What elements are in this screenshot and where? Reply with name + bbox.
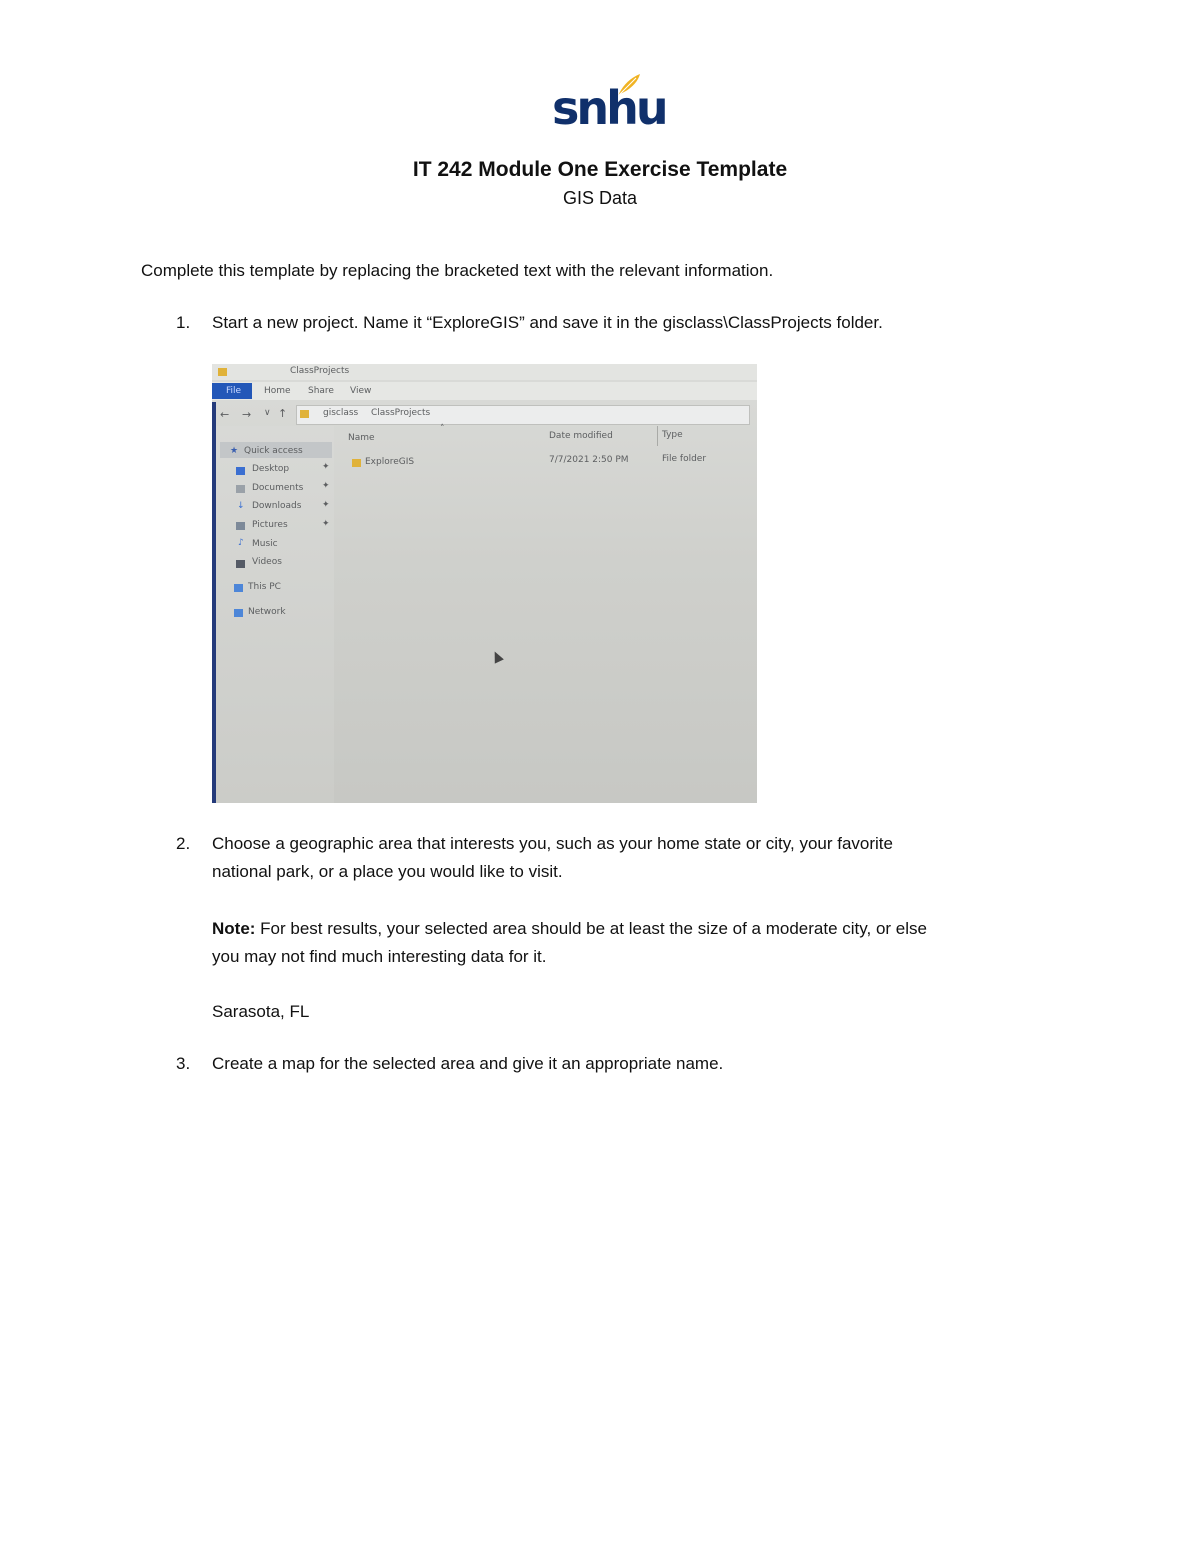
explorer-address-bar[interactable]: [296, 405, 750, 425]
downloads-icon: ↓: [237, 501, 245, 511]
page-title: IT 242 Module One Exercise Template: [412, 158, 788, 181]
column-header-name[interactable]: Name: [348, 433, 375, 443]
breadcrumb-classprojects[interactable]: ClassProjects: [371, 408, 431, 418]
row-folder-icon: [352, 459, 361, 467]
row-type: File folder: [662, 454, 707, 464]
nav-pictures[interactable]: Pictures: [252, 520, 288, 530]
chevron-down-icon[interactable]: ∨: [264, 408, 271, 418]
forward-arrow-icon[interactable]: →: [242, 408, 252, 421]
nav-this-pc[interactable]: This PC: [248, 582, 281, 592]
this-pc-icon: [234, 584, 243, 592]
up-arrow-icon[interactable]: ↑: [278, 407, 288, 420]
answer-text: Sarasota, FL: [212, 1002, 310, 1021]
column-header-date[interactable]: Date modified: [549, 431, 613, 441]
folder-icon: [218, 368, 227, 376]
pin-icon[interactable]: ✦: [322, 519, 330, 529]
videos-icon: [236, 560, 245, 568]
item-number-3: 3.: [176, 1054, 191, 1073]
ribbon-tab-file[interactable]: File: [226, 386, 242, 396]
page-subtitle: GIS Data: [562, 188, 638, 208]
music-icon: ♪: [238, 538, 244, 548]
ribbon-tab-view[interactable]: View: [350, 386, 372, 396]
note-line1: [212, 915, 927, 943]
item-text-1: Start a new project. Name it “ExploreGIS” and save it in the gisclass\ClassProjects folder.: [212, 313, 883, 332]
taskbar-edge: [212, 402, 216, 803]
nav-desktop[interactable]: Desktop: [252, 464, 290, 474]
nav-downloads[interactable]: Downloads: [252, 501, 302, 511]
nav-videos[interactable]: Videos: [252, 557, 282, 567]
network-icon: [234, 609, 243, 617]
note-text-1: For best results, your selected area should be at least the size of a moderate city, or else: [255, 919, 927, 938]
item-text-2-line2: national park, or a place you would like to visit.: [212, 862, 563, 881]
breadcrumb-gisclass[interactable]: gisclass: [323, 408, 359, 418]
explorer-screenshot: [212, 364, 757, 803]
pin-icon[interactable]: ✦: [322, 481, 330, 491]
pin-icon[interactable]: ✦: [322, 462, 330, 472]
address-folder-icon: [300, 410, 309, 418]
item-number-2: 2.: [176, 834, 191, 853]
intro-text: Complete this template by replacing the bracketed text with the relevant information.: [141, 261, 774, 280]
nav-network[interactable]: Network: [248, 607, 286, 617]
desktop-icon: [236, 467, 245, 475]
column-header-type[interactable]: Type: [662, 430, 683, 440]
row-date: 7/7/2021 2:50 PM: [549, 455, 629, 465]
item-number-1: 1.: [176, 313, 191, 332]
nav-music[interactable]: Music: [252, 539, 278, 549]
nav-quick-access[interactable]: Quick access: [244, 446, 303, 456]
note-line2: you may not find much interesting data for it.: [212, 947, 547, 966]
row-name[interactable]: ExploreGIS: [365, 457, 415, 467]
note-label: Note:: [212, 919, 256, 938]
item-text-3: Create a map for the selected area and give it an appropriate name.: [212, 1054, 724, 1073]
sort-caret-icon: ˄: [440, 424, 445, 434]
explorer-window-title: ClassProjects: [290, 366, 350, 376]
back-arrow-icon[interactable]: ←: [220, 408, 230, 421]
star-icon: ★: [230, 446, 239, 456]
nav-documents[interactable]: Documents: [252, 483, 304, 493]
snhu-logo: [552, 72, 666, 135]
ribbon-tab-share[interactable]: Share: [308, 386, 334, 396]
documents-icon: [236, 485, 245, 493]
column-separator: [657, 426, 658, 446]
pictures-icon: [236, 522, 245, 530]
pin-icon[interactable]: ✦: [322, 500, 330, 510]
item-text-2-line1: Choose a geographic area that interests you, such as your home state or city, your favorite: [212, 834, 893, 853]
logo-wordmark: snhu: [552, 81, 666, 135]
mouse-cursor-icon: [490, 649, 504, 663]
explorer-ribbon: [212, 382, 757, 400]
ribbon-tab-home[interactable]: Home: [264, 386, 291, 396]
